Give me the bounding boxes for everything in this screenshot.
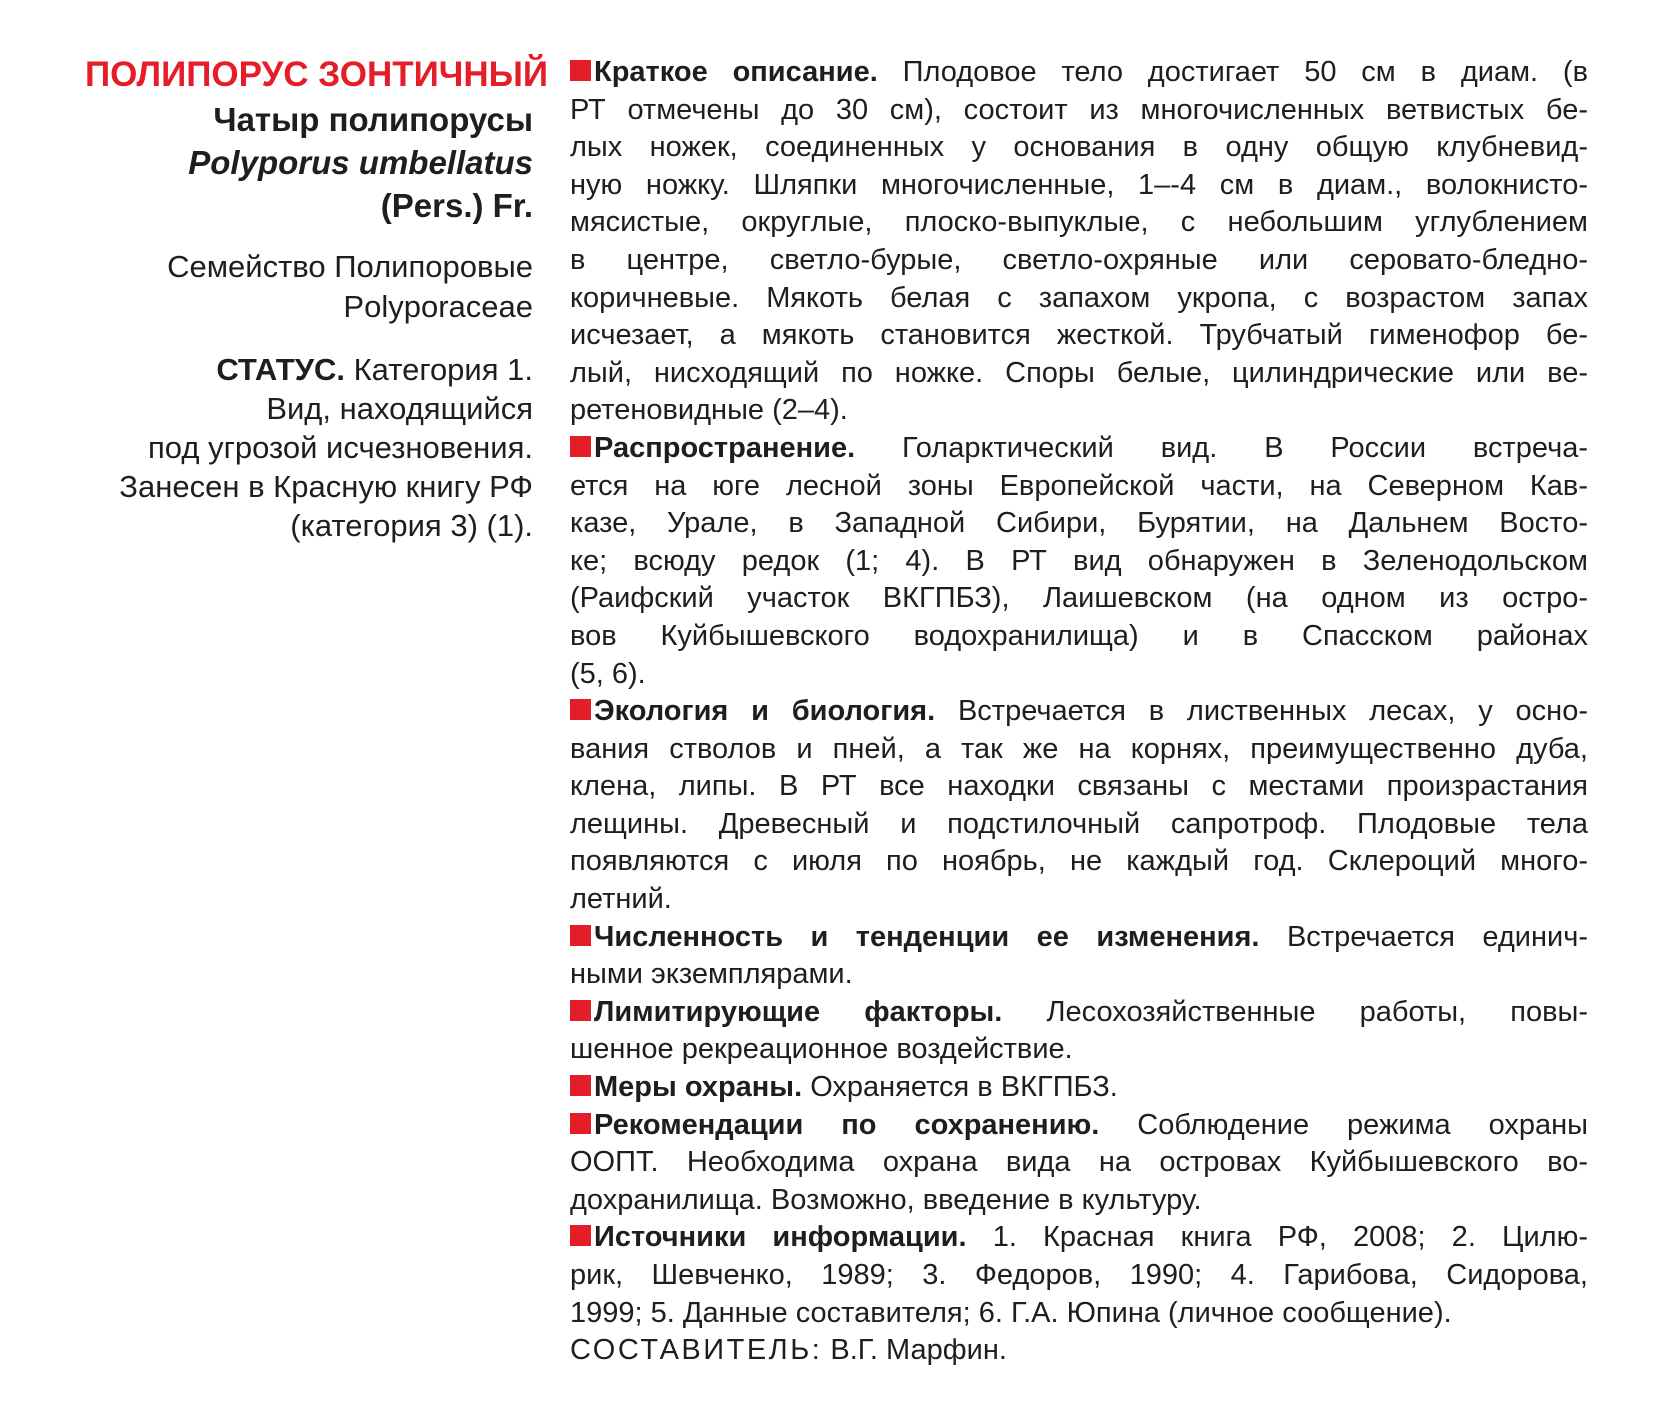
paragraph-line: ную ножку. Шляпки многочисленные, 1–-4 см в диам., волокнисто- [570, 168, 1588, 201]
paragraph-line: ООПТ. Необходима охрана вида на островах Куйбышевского во- [570, 1146, 1588, 1179]
status-line [85, 350, 533, 389]
family-latin: Polyporaceae [343, 289, 533, 324]
species-title-ru: ПОЛИПОРУС ЗОНТИЧНЫЙ [85, 55, 549, 94]
paragraph-line: (Раифский участок ВКГПБЗ), Лаишевском (на одном из остро- [570, 582, 1588, 615]
paragraph-line: летний. [570, 883, 672, 916]
article-paragraph [570, 693, 1588, 919]
status-line: (категория 3) (1). [290, 508, 533, 543]
status-line: Вид, находящийся [266, 391, 533, 426]
paragraph-line: клена, липы. В РТ все находки связаны с местами произрастания [570, 770, 1588, 803]
status-line: под угрозой исчезновения. [148, 430, 533, 465]
paragraph-line: Лимитирующие факторы. Лесохозяйственные работы, повы- [570, 994, 1588, 1032]
red-square-bullet-icon [570, 1113, 591, 1134]
red-square-bullet-icon [570, 1075, 591, 1096]
paragraph-heading: Экология и биология. [594, 695, 936, 728]
paragraph-line: казе, Урале, в Западной Сибири, Бурятии, на Дальнем Восто- [570, 507, 1588, 540]
red-square-bullet-icon [570, 1225, 591, 1246]
paragraph-line: 1999; 5. Данные составителя; 6. Г.А. Юпина (личное сообщение). [570, 1296, 1452, 1329]
paragraph-heading: Распространение. [594, 431, 856, 464]
red-square-bullet-icon [570, 1000, 591, 1021]
red-square-bullet-icon [570, 925, 591, 946]
species-author: (Pers.) Fr. [380, 187, 533, 224]
article-paragraph [570, 994, 1588, 1069]
paragraph-line: Численность и тенденции ее изменения. Встречается единич- [570, 919, 1588, 957]
article-paragraph [570, 919, 1588, 994]
article-paragraph [570, 1107, 1588, 1220]
paragraph-heading: Краткое описание. [594, 56, 878, 88]
status-block [85, 350, 533, 545]
article-paragraph [570, 54, 1588, 430]
paragraph-line: вания стволов и пней, а так же на корнях, преимущественно дуба, [570, 732, 1588, 765]
paragraph-heading: Источники информации. [594, 1221, 967, 1254]
family-block [85, 247, 533, 327]
paragraph-heading: Рекомендации по сохранению. [594, 1108, 1100, 1141]
paragraph-line: Рекомендации по сохранению. Соблюдение режима охраны [570, 1107, 1588, 1145]
paragraph-line: Краткое описание. Плодовое тело достигает 50 см в диам. (в [570, 54, 1588, 92]
article-paragraph [570, 1219, 1588, 1332]
compiler-label: СОСТАВИТЕЛЬ: [570, 1334, 823, 1367]
paragraph-heading: Численность и тенденции ее изменения. [594, 920, 1260, 953]
paragraph-heading: Лимитирующие факторы. [594, 995, 1003, 1028]
paragraph-line: Распространение. Голарктический вид. В России встреча- [570, 430, 1588, 468]
article-paragraph [570, 430, 1588, 693]
paragraph-line: лых ножек, соединенных у основания в одну общую клубневид- [570, 131, 1588, 164]
paragraph-line: Меры охраны. Охраняется в ВКГПБЗ. [570, 1069, 1588, 1107]
red-square-bullet-icon [570, 699, 591, 720]
paragraph-line: (5, 6). [570, 657, 646, 690]
status-line: Занесен в Красную книгу РФ [119, 469, 533, 504]
species-latin-name: Polyporus umbellatus [188, 144, 533, 181]
paragraph-line: исчезает, а мякоть становится жесткой. Трубчатый гименофор бе- [570, 319, 1588, 352]
paragraph-line: Источники информации. 1. Красная книга РФ, 2008; 2. Цилю- [570, 1219, 1588, 1257]
family-ru: Семейство Полипоровые [167, 249, 533, 284]
paragraph-line: лый, нисходящий по ножке. Споры белые, цилиндрические или ве- [570, 356, 1588, 389]
paragraph-line: ными экземплярами. [570, 958, 853, 991]
paragraph-line: мясистые, округлые, плоско-выпуклые, с небольшим углублением [570, 206, 1588, 239]
red-square-bullet-icon [570, 60, 591, 81]
paragraph-line: лещины. Древесный и подстилочный сапротроф. Плодовые тела [570, 807, 1588, 840]
article-body [570, 54, 1588, 1370]
paragraph-line: ретеновидные (2–4). [570, 394, 848, 427]
paragraph-line: коричневые. Мякоть белая с запахом укропа, с возрастом запах [570, 281, 1588, 314]
paragraph-line: ке; всюду редок (1; 4). В РТ вид обнаружен в Зеленодольском [570, 544, 1588, 577]
paragraph-line: ется на юге лесной зоны Европейской части, на Северном Кав- [570, 469, 1588, 502]
species-title-tatar: Чатыр полипорусы [213, 101, 533, 138]
compiler-name: В.Г. Марфин. [822, 1334, 1007, 1367]
paragraph-line: РТ отмечены до 30 см), состоит из многочисленных ветвистых бе- [570, 93, 1588, 126]
red-square-bullet-icon [570, 436, 591, 457]
paragraph-line: появляются с июля по ноябрь, не каждый год. Склероций много- [570, 845, 1588, 878]
paragraph-heading: Меры охраны. [594, 1071, 803, 1104]
paragraph-line: Экология и биология. Встречается в лиственных лесах, у осно- [570, 693, 1588, 731]
paragraph-line: дохранилища. Возможно, введение в культуру. [570, 1183, 1202, 1216]
paragraph-line: рик, Шевченко, 1989; 3. Федоров, 1990; 4. Гарибова, Сидорова, [570, 1259, 1588, 1291]
compiler-line [570, 1332, 1588, 1370]
paragraph-line: шенное рекреационное воздействие. [570, 1033, 1073, 1066]
paragraph-line: вов Куйбышевского водохранилища) и в Спасском районах [570, 619, 1588, 652]
status-label: СТАТУС. [216, 352, 345, 387]
status-category: Категория 1. [353, 352, 533, 387]
article-paragraph [570, 1069, 1588, 1107]
species-header [85, 52, 549, 545]
paragraph-line: в центре, светло-бурые, светло-охряные или серовато-бледно- [570, 243, 1588, 276]
